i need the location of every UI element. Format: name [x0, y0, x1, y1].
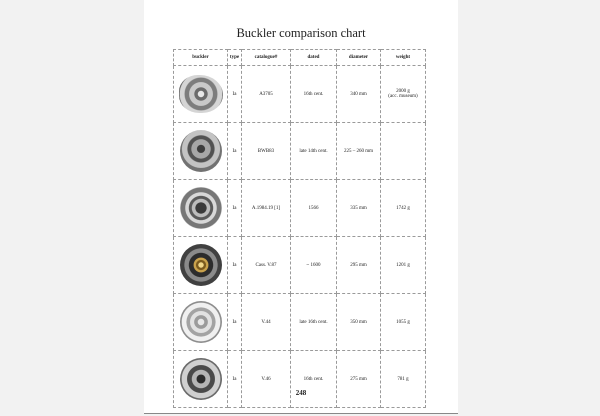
buckler-image-cell [174, 123, 228, 180]
type-cell: Ia [228, 180, 242, 237]
document-page [144, 0, 458, 414]
buckler-photo-icon [180, 244, 222, 286]
buckler-photo-icon [179, 75, 223, 113]
buckler-photo-icon [180, 187, 222, 229]
buckler-table [173, 49, 426, 408]
weight-cell [381, 66, 426, 123]
table-row [174, 123, 426, 180]
header-type: type [228, 50, 242, 66]
weight-value: 1055 g [396, 319, 410, 325]
catalogue-cell: V.44 [242, 294, 291, 351]
header-diameter: diameter [337, 50, 381, 66]
buckler-image-cell [174, 351, 228, 408]
buckler-photo-icon [180, 130, 222, 172]
chart-title: Buckler comparison chart [236, 26, 366, 40]
buckler-photo-icon [180, 301, 222, 343]
weight-cell [381, 294, 426, 351]
dated-cell: 16th cent. [291, 351, 337, 408]
weight-cell [381, 351, 426, 408]
type-cell: Ia [228, 237, 242, 294]
table-header-row [174, 50, 426, 66]
dated-cell: late 16th cent. [291, 294, 337, 351]
header-catalogue: catalogue# [242, 50, 291, 66]
table-row [174, 180, 426, 237]
buckler-image-cell [174, 237, 228, 294]
page-bottom-rule [144, 413, 458, 414]
type-cell: Ia [228, 66, 242, 123]
header-buckler: buckler [174, 50, 228, 66]
table-row [174, 237, 426, 294]
type-cell: Ia [228, 123, 242, 180]
header-weight: weight [381, 50, 426, 66]
diameter-cell: 335 mm [337, 180, 381, 237]
weight-cell [381, 123, 426, 180]
catalogue-cell: A3705 [242, 66, 291, 123]
weight-note: (acc. museum) [388, 94, 418, 99]
type-cell: Ia [228, 294, 242, 351]
weight-cell [381, 180, 426, 237]
catalogue-cell: Cass. V.87 [242, 237, 291, 294]
page-number: 248 [295, 389, 307, 397]
dated-cell: 16th cent. [291, 66, 337, 123]
weight-value: 1742 g [396, 205, 410, 211]
weight-value: 2000 g [396, 89, 410, 94]
buckler-image-cell [174, 66, 228, 123]
table-row [174, 294, 426, 351]
weight-cell [381, 237, 426, 294]
dated-cell: late 14th cent. [291, 123, 337, 180]
buckler-image-cell [174, 180, 228, 237]
dated-cell: ~ 1600 [291, 237, 337, 294]
diameter-cell: 275 mm [337, 351, 381, 408]
weight-value: 781 g [397, 376, 409, 382]
catalogue-cell: V.46 [242, 351, 291, 408]
diameter-cell: 225 – 260 mm [337, 123, 381, 180]
weight-value: 1201 g [396, 262, 410, 268]
dated-cell: 1566 [291, 180, 337, 237]
table-row [174, 66, 426, 123]
table-row [174, 351, 426, 408]
catalogue-cell: BWB83 [242, 123, 291, 180]
diameter-cell: 295 mm [337, 237, 381, 294]
catalogue-cell: A.1984.19 [1] [242, 180, 291, 237]
diameter-cell: 340 mm [337, 66, 381, 123]
type-cell: Ia [228, 351, 242, 408]
buckler-image-cell [174, 294, 228, 351]
diameter-cell: 350 mm [337, 294, 381, 351]
header-dated: dated [291, 50, 337, 66]
